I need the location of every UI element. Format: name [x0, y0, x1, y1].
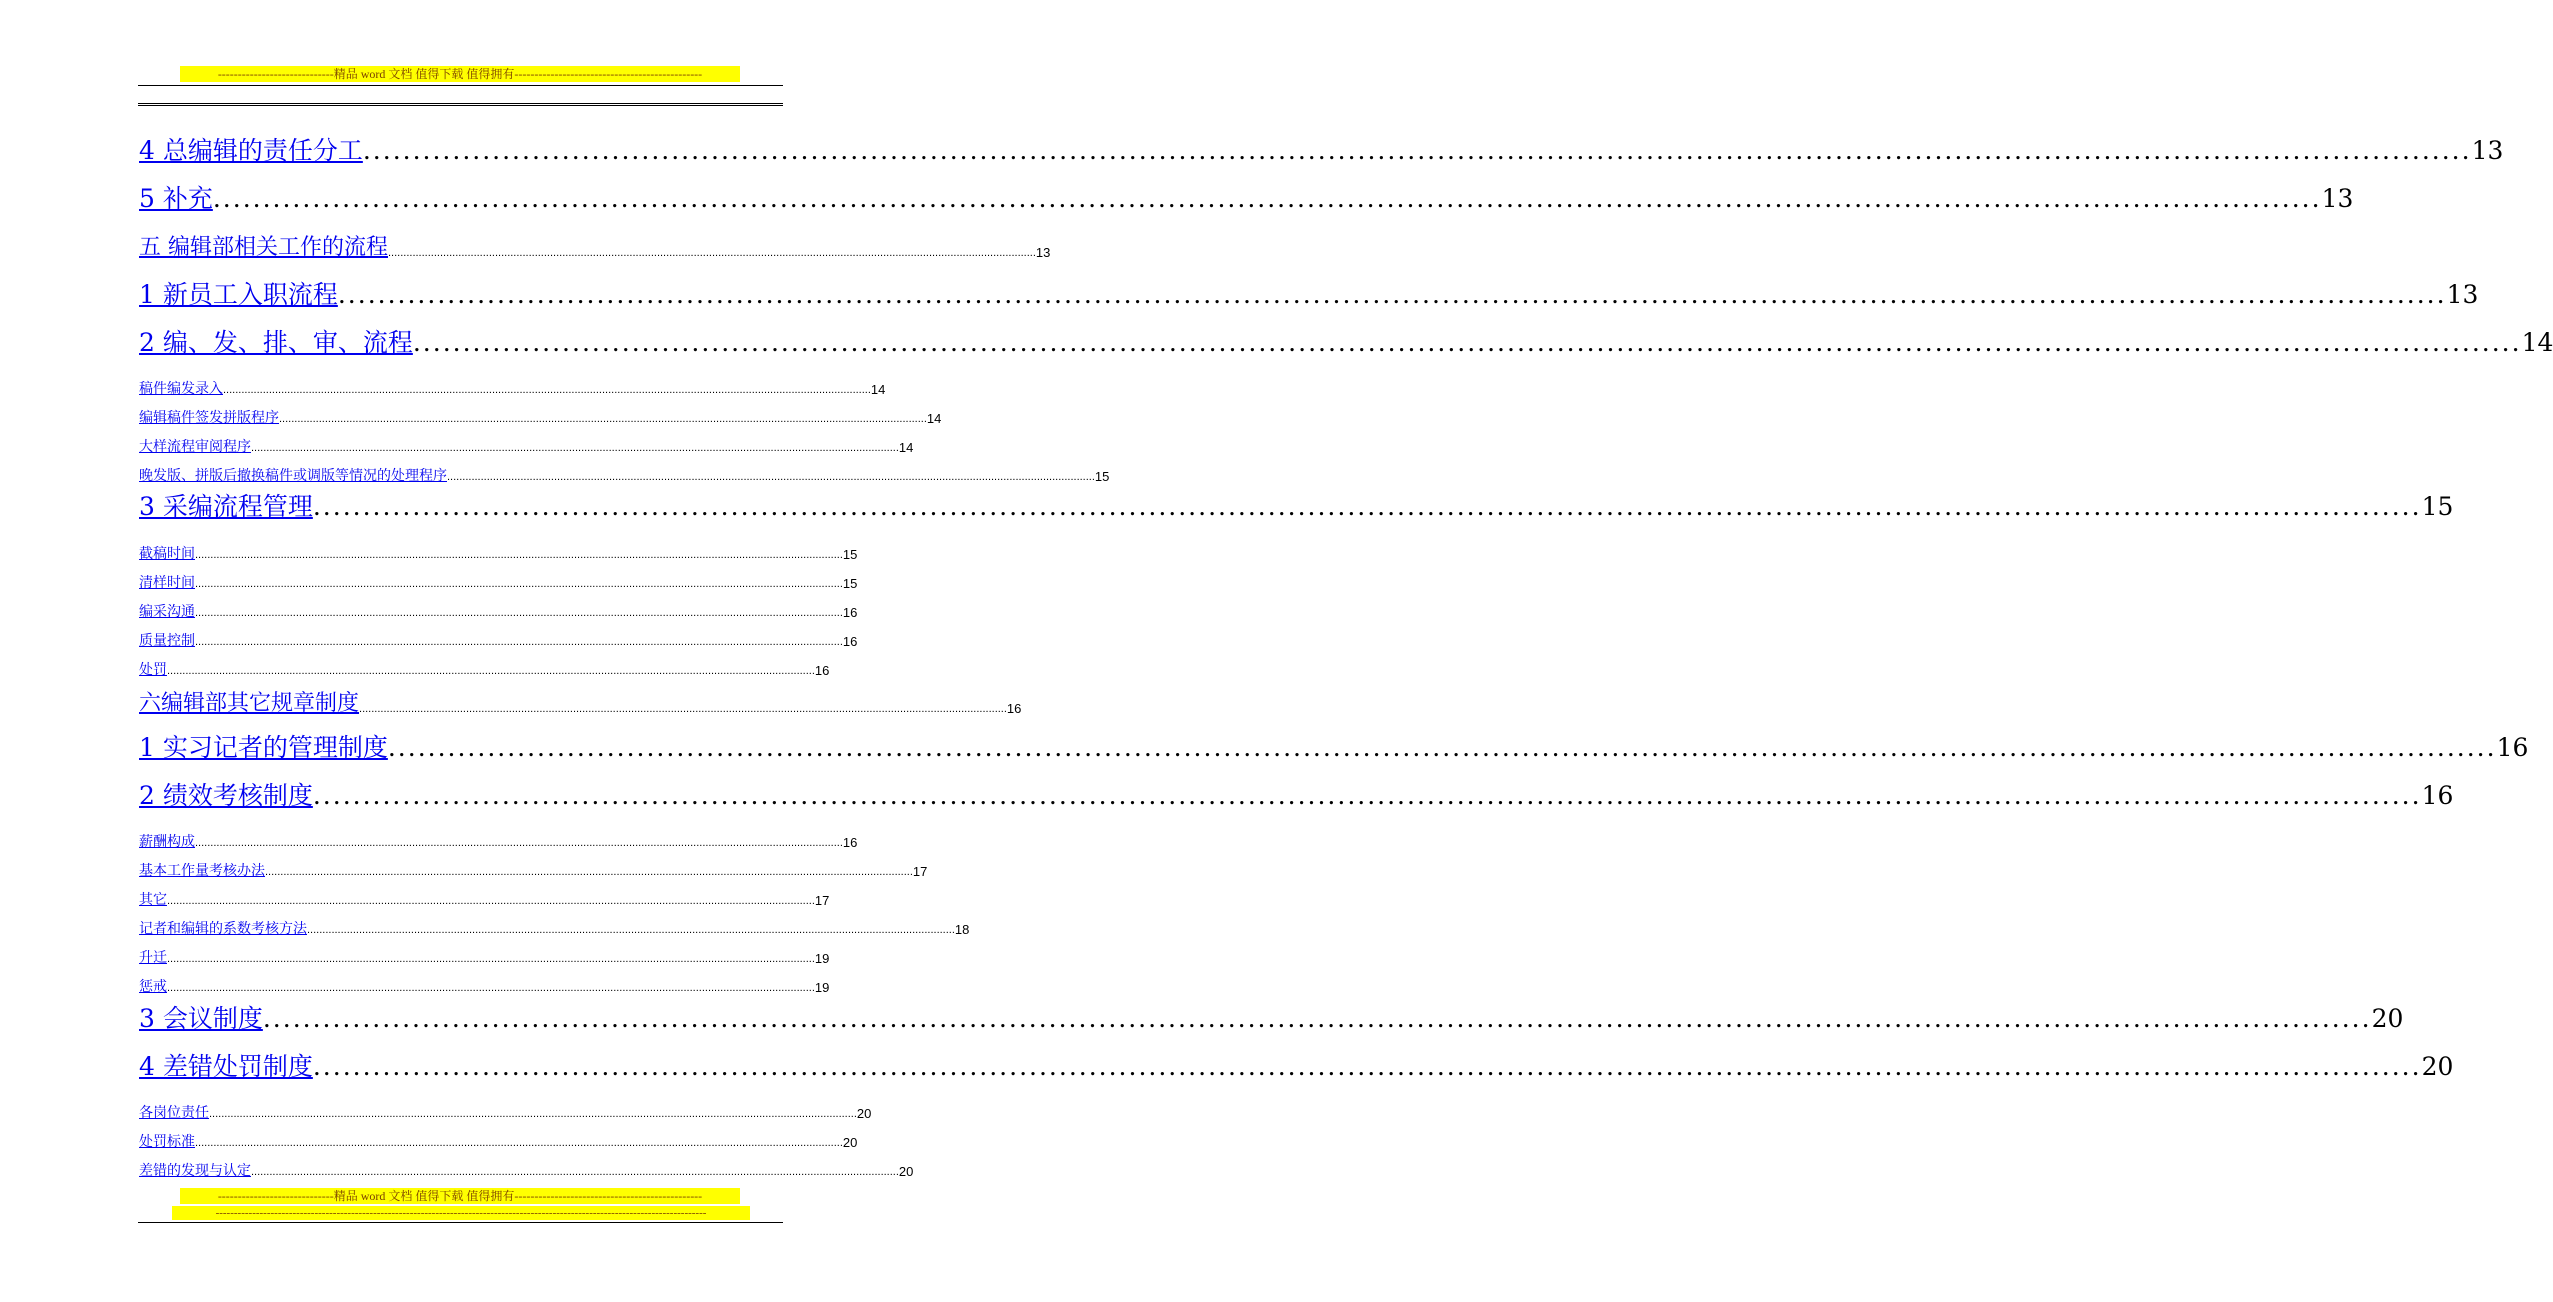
- toc-dot-leader: ....................................................................................................................................................................................................................: [223, 384, 871, 396]
- toc-page-number: 16: [1006, 701, 1022, 716]
- toc-page-number: 13: [2446, 280, 2479, 309]
- footer-banner: -----------------------------精品 word 文档 值得下载 值得拥有-----------------------------------------------: [180, 1188, 740, 1204]
- toc-page-number: 13: [2321, 184, 2354, 213]
- toc-page-number: 20: [2371, 1004, 2404, 1033]
- toc-entry-title-link[interactable]: 处罚: [139, 662, 167, 678]
- toc-entry-title-link[interactable]: 各岗位责任: [139, 1105, 209, 1121]
- header-double-rule: [138, 103, 783, 106]
- toc-entry-title-link[interactable]: 稿件编发录入: [139, 381, 223, 397]
- toc-dot-leader: ....................................................................................................................................................................................................................: [307, 924, 955, 936]
- toc-entry[interactable]: [139, 891, 830, 909]
- toc-page-number: 14: [926, 411, 942, 426]
- toc-entry[interactable]: [139, 1133, 858, 1151]
- toc-entry-title-link[interactable]: 基本工作量考核办法: [139, 863, 265, 879]
- toc-page-number: 15: [842, 547, 858, 562]
- toc-entry[interactable]: [139, 978, 830, 996]
- toc-page-number: 18: [954, 922, 970, 937]
- toc-entry[interactable]: [139, 545, 858, 563]
- toc-dot-leader: ....................................................................................................................................................................................................................: [167, 953, 815, 965]
- toc-entry[interactable]: [139, 661, 830, 679]
- toc-entry[interactable]: [139, 235, 1051, 261]
- toc-entry[interactable]: [139, 409, 942, 427]
- toc-entry[interactable]: [139, 920, 970, 938]
- footer-dash-line: --------------------------------------------------------------------------------------------------------------------------------------: [172, 1206, 750, 1220]
- toc-dot-leader: ....................................................................................................................................................................................................................: [167, 895, 815, 907]
- toc-dot-leader: ....................................................................................................................................................................................................................: [195, 837, 843, 849]
- toc-page-number: 16: [2421, 781, 2454, 810]
- toc-dot-leader: ....................................................................................................................................................................................................................: [265, 866, 913, 878]
- toc-entry[interactable]: [139, 781, 2454, 811]
- toc-dot-leader: ....................................................................................................................................................................................................................: [359, 703, 1007, 715]
- toc-dot-leader: ....................................................................................................................................................................................................................: [251, 442, 899, 454]
- toc-entry-title-link[interactable]: 处罚标准: [139, 1134, 195, 1150]
- toc-entry[interactable]: [139, 949, 830, 967]
- toc-dot-leader: ....................................................................................................................................................................................................................: [167, 982, 815, 994]
- toc-dot-leader: ....................................................................................................................................................................................................................: [412, 328, 2522, 357]
- toc-entry-title-link[interactable]: 记者和编辑的系数考核方法: [139, 921, 307, 937]
- toc-page-number: 19: [814, 951, 830, 966]
- toc-page-number: 19: [814, 980, 830, 995]
- toc-page-number: 14: [870, 382, 886, 397]
- toc-page-number: 13: [1035, 245, 1051, 260]
- toc-entry-title-link[interactable]: 大样流程审阅程序: [139, 439, 251, 455]
- toc-page-number: 16: [842, 605, 858, 620]
- toc-entry[interactable]: [139, 380, 886, 398]
- toc-page-number: 16: [842, 634, 858, 649]
- toc-page-number: 20: [898, 1164, 914, 1179]
- toc-entry[interactable]: [139, 467, 1110, 485]
- toc-page-number: 20: [842, 1135, 858, 1150]
- toc-entry-title-link[interactable]: 升迁: [139, 950, 167, 966]
- toc-page-number: 15: [842, 576, 858, 591]
- toc-page-number: 15: [2421, 492, 2454, 521]
- toc-dot-leader: ....................................................................................................................................................................................................................: [251, 1166, 899, 1178]
- toc-page-number: 20: [2421, 1052, 2454, 1081]
- toc-entry-title-link[interactable]: 其它: [139, 892, 167, 908]
- toc-entry[interactable]: [139, 833, 858, 851]
- header-rule: [138, 85, 783, 86]
- toc-dot-leader: ....................................................................................................................................................................................................................: [387, 733, 2497, 762]
- toc-entry-title-link[interactable]: 3 采编流程管理: [139, 492, 313, 521]
- toc-dot-leader: ....................................................................................................................................................................................................................: [337, 280, 2447, 309]
- toc-entry-title-link[interactable]: 惩戒: [139, 979, 167, 995]
- header-banner: -----------------------------精品 word 文档 值得下载 值得拥有-----------------------------------------------: [180, 66, 740, 82]
- toc-page-number: 16: [2496, 733, 2529, 762]
- toc-entry[interactable]: [139, 1052, 2454, 1082]
- toc-dot-leader: ....................................................................................................................................................................................................................: [195, 607, 843, 619]
- toc-entry[interactable]: [139, 691, 1022, 717]
- toc-dot-leader: ....................................................................................................................................................................................................................: [312, 492, 2422, 521]
- toc-entry-title-link[interactable]: 5 补充: [139, 184, 213, 213]
- toc-page-number: 15: [1094, 469, 1110, 484]
- toc-entry[interactable]: [139, 1004, 2404, 1034]
- toc-page-number: 13: [2471, 136, 2504, 165]
- toc-entry[interactable]: [139, 862, 928, 880]
- toc-entry-title-link[interactable]: 2 编、发、排、审、流程: [139, 328, 413, 357]
- toc-entry[interactable]: [139, 438, 914, 456]
- toc-entry-title-link[interactable]: 编采沟通: [139, 604, 195, 620]
- toc-entry[interactable]: [139, 184, 2354, 214]
- toc-entry-title-link[interactable]: 薪酬构成: [139, 834, 195, 850]
- footer-rule: [138, 1222, 783, 1223]
- toc-dot-leader: ....................................................................................................................................................................................................................: [388, 247, 1036, 259]
- toc-page-number: 20: [856, 1106, 872, 1121]
- toc-entry-title-link[interactable]: 2 绩效考核制度: [139, 781, 313, 810]
- toc-entry-title-link[interactable]: 3 会议制度: [139, 1004, 263, 1033]
- toc-entry-title-link[interactable]: 编辑稿件签发拼版程序: [139, 410, 279, 426]
- toc-entry[interactable]: [139, 280, 2479, 310]
- toc-page-number: 16: [842, 835, 858, 850]
- toc-dot-leader: ....................................................................................................................................................................................................................: [195, 636, 843, 648]
- toc-entry-title-link[interactable]: 清样时间: [139, 575, 195, 591]
- toc-entry-title-link[interactable]: 1 新员工入职流程: [139, 280, 338, 309]
- toc-entry[interactable]: [139, 1104, 872, 1122]
- toc-dot-leader: ....................................................................................................................................................................................................................: [195, 549, 843, 561]
- toc-entry-title-link[interactable]: 质量控制: [139, 633, 195, 649]
- toc-entry-title-link[interactable]: 六编辑部其它规章制度: [139, 691, 360, 716]
- toc-entry-title-link[interactable]: 1 实习记者的管理制度: [139, 733, 388, 762]
- toc-dot-leader: ....................................................................................................................................................................................................................: [262, 1004, 2372, 1033]
- toc-entry-title-link[interactable]: 差错的发现与认定: [139, 1163, 251, 1179]
- toc-dot-leader: ....................................................................................................................................................................................................................: [362, 136, 2472, 165]
- toc-entry-title-link[interactable]: 晚发版、拼版后撤换稿件或调版等情况的处理程序: [139, 468, 447, 484]
- toc-page-number: 14: [898, 440, 914, 455]
- toc-entry[interactable]: [139, 574, 858, 592]
- toc-entry-title-link[interactable]: 4 差错处罚制度: [139, 1052, 313, 1081]
- toc-entry[interactable]: [139, 328, 2553, 358]
- toc-dot-leader: ....................................................................................................................................................................................................................: [167, 665, 815, 677]
- toc-entry[interactable]: [139, 1162, 914, 1180]
- toc-dot-leader: ....................................................................................................................................................................................................................: [312, 1052, 2422, 1081]
- toc-entry-title-link[interactable]: 截稿时间: [139, 546, 195, 562]
- toc-entry-title-link[interactable]: 五 编辑部相关工作的流程: [139, 235, 388, 260]
- toc-entry[interactable]: [139, 603, 858, 621]
- toc-dot-leader: ....................................................................................................................................................................................................................: [447, 471, 1095, 483]
- toc-dot-leader: ....................................................................................................................................................................................................................: [212, 184, 2322, 213]
- toc-dot-leader: ....................................................................................................................................................................................................................: [279, 413, 927, 425]
- toc-dot-leader: ....................................................................................................................................................................................................................: [209, 1108, 857, 1120]
- toc-page-number: 17: [912, 864, 928, 879]
- toc-entry[interactable]: [139, 632, 858, 650]
- toc-entry-title-link[interactable]: 4 总编辑的责任分工: [139, 136, 363, 165]
- toc-entry[interactable]: [139, 492, 2454, 522]
- toc-entry[interactable]: [139, 136, 2504, 166]
- toc-page-number: 16: [814, 663, 830, 678]
- toc-dot-leader: ....................................................................................................................................................................................................................: [312, 781, 2422, 810]
- toc-dot-leader: ....................................................................................................................................................................................................................: [195, 1137, 843, 1149]
- toc-page-number: 17: [814, 893, 830, 908]
- toc-page-number: 14: [2521, 328, 2553, 357]
- toc-entry[interactable]: [139, 733, 2529, 763]
- toc-dot-leader: ....................................................................................................................................................................................................................: [195, 578, 843, 590]
